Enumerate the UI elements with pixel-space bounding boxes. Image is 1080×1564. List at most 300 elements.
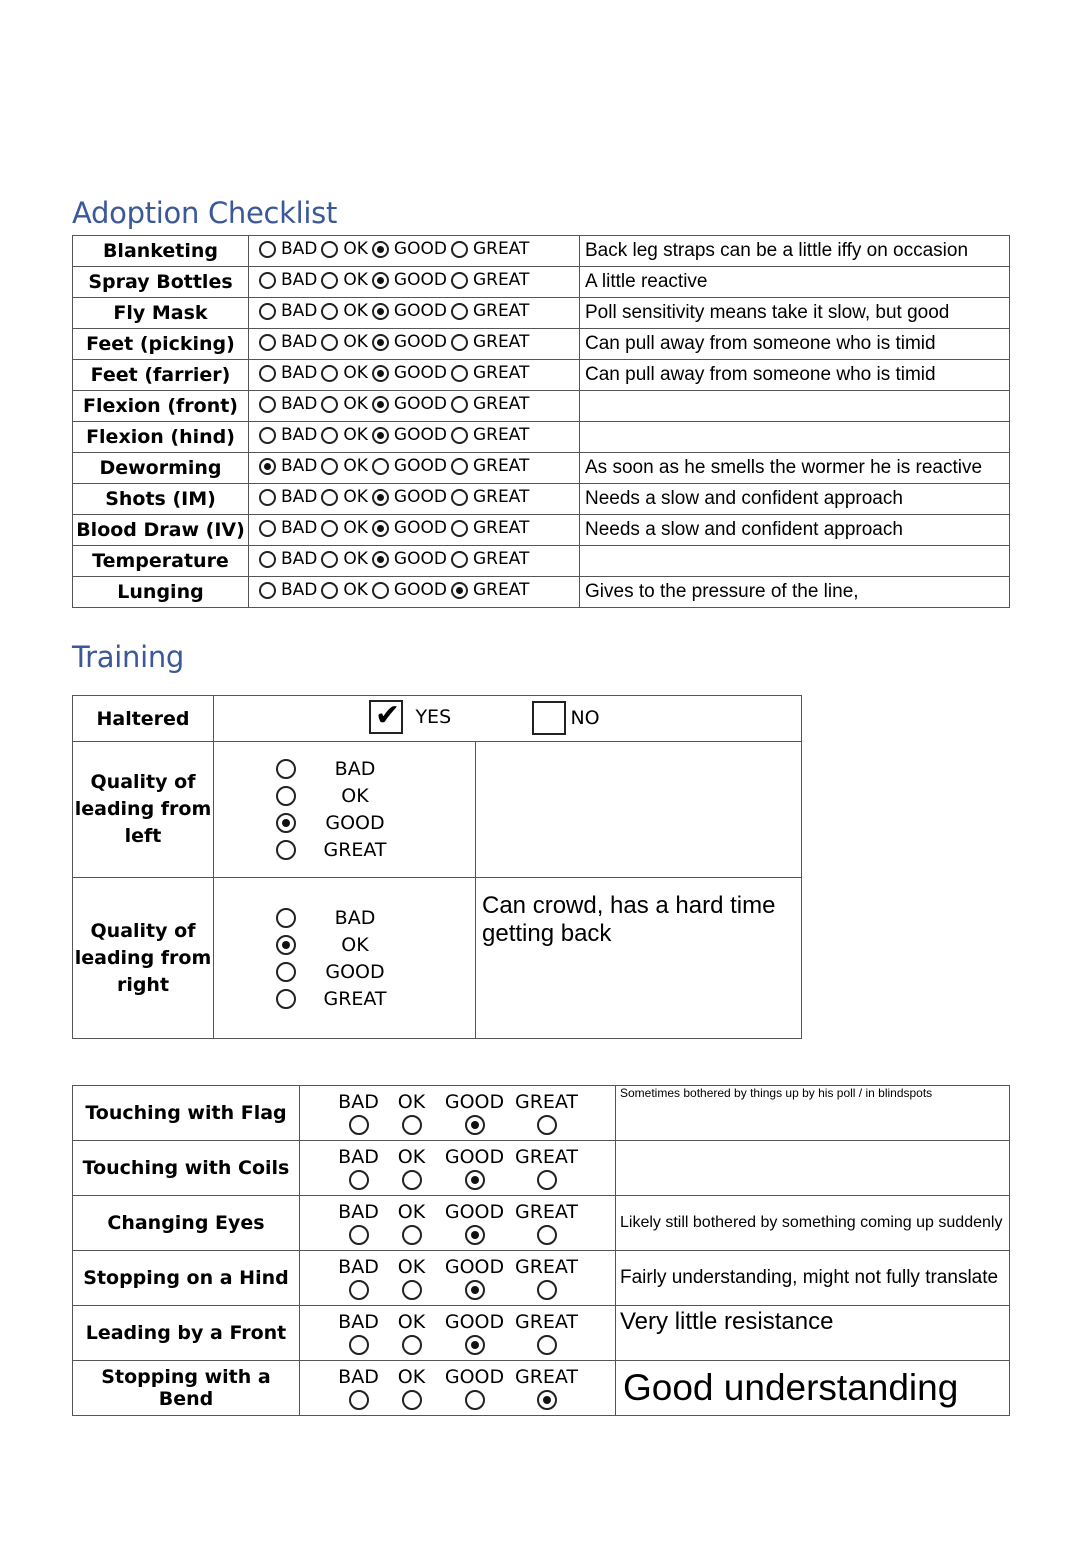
radio-button-great[interactable] <box>537 1280 557 1300</box>
radio-button[interactable] <box>451 272 468 289</box>
radio-label: GOOD <box>393 425 447 446</box>
radio-button-bad[interactable] <box>349 1115 369 1135</box>
handling-row-changing-eyes <box>73 1196 1010 1251</box>
radio-button-ok[interactable] <box>402 1170 422 1190</box>
radio-button-bad[interactable] <box>349 1280 369 1300</box>
row-note: Sometimes bothered by things up by his poll / in blindspots <box>616 1086 1010 1141</box>
radio-button[interactable] <box>321 551 338 568</box>
haltered-row <box>73 696 802 742</box>
training-table <box>72 695 802 1039</box>
rating-option-great <box>451 270 533 290</box>
adoption-checklist-table <box>72 235 1010 608</box>
radio-button[interactable] <box>372 241 389 258</box>
radio-button[interactable] <box>276 908 296 928</box>
row-label: Flexion (front) <box>73 391 249 422</box>
leading-left-row <box>73 742 802 878</box>
rating-option-bad <box>259 518 321 538</box>
radio-button[interactable] <box>321 272 338 289</box>
radio-label: OK <box>343 425 368 446</box>
rating-option-great <box>451 301 533 321</box>
radio-label: OK <box>343 332 368 353</box>
radio-button[interactable] <box>259 334 276 351</box>
radio-label: BAD <box>338 1256 379 1278</box>
radio-button[interactable] <box>451 396 468 413</box>
radio-button[interactable] <box>372 520 389 537</box>
radio-button-ok[interactable] <box>402 1225 422 1245</box>
rating-option-good <box>372 518 451 538</box>
radio-label: GOOD <box>444 1366 505 1388</box>
radio-label: OK <box>343 580 368 601</box>
row-note: Can pull away from someone who is timid <box>580 360 1010 391</box>
rating-group <box>249 515 580 546</box>
radio-label: OK <box>397 1366 426 1388</box>
radio-label: GOOD <box>393 518 447 539</box>
radio-label: GOOD <box>393 549 447 570</box>
rating-option-ok <box>276 935 475 955</box>
radio-button[interactable] <box>372 551 389 568</box>
radio-label: BAD <box>281 518 318 539</box>
radio-label: GOOD <box>393 332 447 353</box>
radio-button[interactable] <box>451 520 468 537</box>
adoption-row-temperature <box>73 546 1010 577</box>
radio-label: GREAT <box>514 1201 579 1223</box>
handling-row-leading-by-a-front <box>73 1306 1010 1361</box>
row-label: Touching with Flag <box>73 1086 300 1141</box>
handling-table <box>72 1085 1010 1416</box>
rating-option-ok <box>321 270 372 290</box>
radio-button[interactable] <box>451 489 468 506</box>
row-label: Deworming <box>73 453 249 484</box>
rating-group <box>249 484 580 515</box>
radio-label: OK <box>397 1146 426 1168</box>
handling-row-touching-with-flag <box>73 1086 1010 1141</box>
radio-button-ok[interactable] <box>402 1390 422 1410</box>
radio-button-bad[interactable] <box>349 1170 369 1190</box>
radio-label: BAD <box>334 758 376 780</box>
adoption-row-flexion-front <box>73 391 1010 422</box>
radio-label: OK <box>343 456 368 477</box>
radio-label: OK <box>343 239 368 260</box>
radio-button[interactable] <box>451 551 468 568</box>
radio-button[interactable] <box>276 786 296 806</box>
rating-option-bad <box>259 487 321 507</box>
radio-button-ok[interactable] <box>402 1280 422 1300</box>
rating-option-great <box>451 394 533 414</box>
rating-group <box>249 391 580 422</box>
rating-option-ok <box>321 456 372 476</box>
rating-option-bad <box>259 549 321 569</box>
row-label: Shots (IM) <box>73 484 249 515</box>
radio-label: GOOD <box>393 239 447 260</box>
radio-button[interactable] <box>259 427 276 444</box>
radio-button[interactable] <box>321 427 338 444</box>
radio-button-bad[interactable] <box>349 1390 369 1410</box>
radio-label: GOOD <box>393 487 447 508</box>
rating-option-good <box>372 239 451 259</box>
rating-option-great <box>451 239 533 259</box>
rating-option-ok <box>321 363 372 383</box>
radio-label: OK <box>343 394 368 415</box>
radio-label: OK <box>343 301 368 322</box>
rating-option-ok <box>321 239 372 259</box>
radio-button-good[interactable] <box>465 1280 485 1300</box>
radio-label: OK <box>397 1311 426 1333</box>
rating-option-ok <box>321 425 372 445</box>
rating-option-good <box>372 456 451 476</box>
radio-label: BAD <box>338 1146 379 1168</box>
rating-option-great <box>451 549 533 569</box>
row-label: Lunging <box>73 577 249 608</box>
radio-label: BAD <box>338 1366 379 1388</box>
radio-label: OK <box>343 270 368 291</box>
row-note <box>616 1141 1010 1196</box>
radio-button[interactable] <box>321 489 338 506</box>
radio-button[interactable] <box>321 520 338 537</box>
checkmark-icon: ✔ <box>375 698 401 733</box>
rating-group <box>249 267 580 298</box>
radio-label: BAD <box>281 487 318 508</box>
rating-option-bad <box>259 270 321 290</box>
radio-label: GOOD <box>393 394 447 415</box>
radio-button[interactable] <box>451 241 468 258</box>
radio-label: BAD <box>338 1201 379 1223</box>
radio-button[interactable] <box>276 759 296 779</box>
radio-button[interactable] <box>276 962 296 982</box>
row-label: Feet (picking) <box>73 329 249 360</box>
radio-label: GOOD <box>325 960 385 983</box>
haltered-no-option <box>532 701 600 735</box>
radio-label: GREAT <box>514 1256 579 1278</box>
row-label: Fly Mask <box>73 298 249 329</box>
radio-button[interactable] <box>372 272 389 289</box>
radio-label: OK <box>397 1091 426 1113</box>
leading-left-note <box>476 742 802 878</box>
radio-label: GOOD <box>393 301 447 322</box>
training-heading: Training <box>72 640 185 674</box>
rating-group <box>300 1361 616 1416</box>
row-label: Spray Bottles <box>73 267 249 298</box>
radio-label: GREAT <box>472 394 530 415</box>
row-note: Can pull away from someone who is timid <box>580 329 1010 360</box>
row-label: Leading by a Front <box>73 1306 300 1361</box>
radio-label: BAD <box>281 549 318 570</box>
radio-button[interactable] <box>451 427 468 444</box>
radio-label: OK <box>341 933 369 956</box>
row-note <box>580 391 1010 422</box>
radio-label: GREAT <box>514 1311 579 1333</box>
rating-group <box>249 298 580 329</box>
rating-option-bad <box>259 332 321 352</box>
radio-label: GOOD <box>444 1091 505 1113</box>
radio-label: OK <box>397 1256 426 1278</box>
radio-button[interactable] <box>276 989 296 1009</box>
radio-label: GREAT <box>323 839 387 861</box>
rating-option-bad <box>259 456 321 476</box>
radio-button[interactable] <box>372 303 389 320</box>
row-note: Gives to the pressure of the line, <box>580 577 1010 608</box>
radio-label: BAD <box>281 394 318 415</box>
adoption-row-spray-bottles <box>73 267 1010 298</box>
row-label: Temperature <box>73 546 249 577</box>
leading-right-row <box>73 878 802 1039</box>
radio-label: BAD <box>281 425 318 446</box>
rating-option-ok <box>321 301 372 321</box>
rating-option-good <box>276 962 475 982</box>
rating-group <box>249 453 580 484</box>
radio-button[interactable] <box>451 303 468 320</box>
radio-label: OK <box>343 549 368 570</box>
rating-option-good <box>372 580 451 600</box>
row-note: A little reactive <box>580 267 1010 298</box>
radio-button-great[interactable] <box>537 1115 557 1135</box>
rating-option-ok <box>321 580 372 600</box>
rating-option-great <box>451 332 533 352</box>
adoption-row-flexion-hind <box>73 422 1010 453</box>
haltered-yes-option <box>369 700 451 734</box>
rating-group <box>300 1251 616 1306</box>
radio-label: GOOD <box>393 456 447 477</box>
radio-button[interactable] <box>321 582 338 599</box>
radio-button[interactable] <box>372 334 389 351</box>
radio-label: GREAT <box>472 518 530 539</box>
rating-option-bad <box>259 301 321 321</box>
radio-label: GOOD <box>393 270 447 291</box>
rating-option-great <box>276 840 475 860</box>
radio-label: OK <box>343 518 368 539</box>
row-note: Very little resistance <box>616 1306 1010 1361</box>
rating-option-great <box>451 425 533 445</box>
radio-button-ok[interactable] <box>402 1335 422 1355</box>
radio-button-bad[interactable] <box>349 1225 369 1245</box>
radio-button[interactable] <box>321 458 338 475</box>
row-note: Back leg straps can be a little iffy on occasion <box>580 236 1010 267</box>
radio-label: BAD <box>334 906 376 929</box>
adoption-row-feet-farrier <box>73 360 1010 391</box>
rating-option-bad <box>259 363 321 383</box>
radio-button-great[interactable] <box>537 1225 557 1245</box>
radio-button[interactable] <box>372 365 389 382</box>
radio-button[interactable] <box>259 520 276 537</box>
handling-row-touching-with-coils <box>73 1141 1010 1196</box>
row-label: Blood Draw (IV) <box>73 515 249 546</box>
rating-option-great <box>451 580 533 600</box>
radio-button[interactable] <box>372 489 389 506</box>
radio-button-good[interactable] <box>465 1390 485 1410</box>
row-note: Likely still bothered by something coming up suddenly <box>616 1196 1010 1251</box>
row-note: Good understanding <box>616 1361 1010 1416</box>
radio-button[interactable] <box>259 458 276 475</box>
rating-option-bad <box>276 908 475 928</box>
rating-group <box>249 577 580 608</box>
radio-button-good[interactable] <box>465 1170 485 1190</box>
radio-button[interactable] <box>259 396 276 413</box>
rating-option-good <box>372 549 451 569</box>
row-label: Changing Eyes <box>73 1196 300 1251</box>
radio-label: GREAT <box>472 549 530 570</box>
radio-label: BAD <box>281 301 318 322</box>
rating-option-great <box>451 518 533 538</box>
radio-button[interactable] <box>321 334 338 351</box>
radio-button[interactable] <box>321 241 338 258</box>
radio-label: GOOD <box>444 1201 505 1223</box>
radio-button-great[interactable] <box>537 1390 557 1410</box>
rating-option-bad <box>259 239 321 259</box>
rating-option-good <box>372 363 451 383</box>
row-note: As soon as he smells the wormer he is reactive <box>580 453 1010 484</box>
radio-button-good[interactable] <box>465 1225 485 1245</box>
rating-option-ok <box>321 332 372 352</box>
radio-label: OK <box>343 363 368 384</box>
radio-label: OK <box>397 1201 426 1223</box>
radio-button[interactable] <box>276 935 296 955</box>
radio-label: GREAT <box>472 301 530 322</box>
row-note <box>580 422 1010 453</box>
radio-button[interactable] <box>451 582 468 599</box>
radio-label: BAD <box>338 1311 379 1333</box>
radio-button[interactable] <box>321 365 338 382</box>
radio-button[interactable] <box>259 489 276 506</box>
radio-label: GREAT <box>472 363 530 384</box>
radio-button[interactable] <box>372 582 389 599</box>
row-label: Touching with Coils <box>73 1141 300 1196</box>
radio-label: GREAT <box>472 332 530 353</box>
leading-left-label: Quality of leading from left <box>73 742 214 878</box>
adoption-row-deworming <box>73 453 1010 484</box>
radio-button[interactable] <box>372 458 389 475</box>
haltered-no-label: NO <box>570 707 600 729</box>
radio-button-good[interactable] <box>465 1335 485 1355</box>
rating-option-great <box>451 363 533 383</box>
row-note <box>580 546 1010 577</box>
rating-option-ok <box>276 786 475 806</box>
row-note: Fairly understanding, might not fully translate <box>616 1251 1010 1306</box>
adoption-row-fly-mask <box>73 298 1010 329</box>
radio-label: GOOD <box>444 1146 505 1168</box>
rating-group <box>249 360 580 391</box>
radio-button-ok[interactable] <box>402 1115 422 1135</box>
rating-group <box>249 546 580 577</box>
rating-group <box>300 1086 616 1141</box>
radio-label: GREAT <box>472 580 530 601</box>
adoption-row-blood-draw-iv <box>73 515 1010 546</box>
radio-label: BAD <box>281 239 318 260</box>
leading-left-rating <box>214 742 476 878</box>
rating-option-good <box>372 301 451 321</box>
haltered-yes-checkbox[interactable] <box>369 700 403 734</box>
rating-group <box>249 422 580 453</box>
row-note: Needs a slow and confident approach <box>580 515 1010 546</box>
rating-option-ok <box>321 394 372 414</box>
radio-button[interactable] <box>276 813 296 833</box>
haltered-no-checkbox[interactable] <box>532 701 566 735</box>
rating-group <box>300 1141 616 1196</box>
rating-option-good <box>276 813 475 833</box>
radio-button[interactable] <box>372 427 389 444</box>
rating-option-ok <box>321 518 372 538</box>
handling-row-stopping-with-a-bend <box>73 1361 1010 1416</box>
radio-button[interactable] <box>259 582 276 599</box>
radio-label: GREAT <box>472 239 530 260</box>
radio-label: GREAT <box>514 1091 579 1113</box>
rating-option-bad <box>276 759 475 779</box>
rating-option-great <box>451 487 533 507</box>
radio-button[interactable] <box>372 396 389 413</box>
radio-button[interactable] <box>451 334 468 351</box>
radio-button[interactable] <box>259 551 276 568</box>
radio-label: GREAT <box>514 1366 579 1388</box>
handling-row-stopping-on-a-hind <box>73 1251 1010 1306</box>
leading-right-rating <box>214 878 476 1039</box>
rating-option-good <box>372 425 451 445</box>
rating-option-bad <box>259 394 321 414</box>
adoption-checklist-heading: Adoption Checklist <box>72 196 338 230</box>
leading-right-label: Quality of leading from right <box>73 878 214 1039</box>
rating-group <box>249 329 580 360</box>
radio-label: GREAT <box>472 270 530 291</box>
radio-label: GOOD <box>444 1311 505 1333</box>
radio-button-great[interactable] <box>537 1170 557 1190</box>
radio-button[interactable] <box>321 303 338 320</box>
radio-label: BAD <box>281 580 318 601</box>
row-label: Stopping with a Bend <box>73 1361 300 1416</box>
rating-option-ok <box>321 487 372 507</box>
radio-label: GREAT <box>472 456 530 477</box>
row-label: Feet (farrier) <box>73 360 249 391</box>
rating-option-good <box>372 270 451 290</box>
radio-button-great[interactable] <box>537 1335 557 1355</box>
rating-option-bad <box>259 580 321 600</box>
rating-option-great <box>276 989 475 1009</box>
radio-label: GOOD <box>444 1256 505 1278</box>
radio-label: BAD <box>338 1091 379 1113</box>
radio-button[interactable] <box>276 840 296 860</box>
radio-label: GREAT <box>323 987 387 1010</box>
radio-button-good[interactable] <box>465 1115 485 1135</box>
radio-button[interactable] <box>259 365 276 382</box>
rating-option-ok <box>321 549 372 569</box>
radio-label: BAD <box>281 332 318 353</box>
radio-label: BAD <box>281 270 318 291</box>
adoption-row-feet-picking <box>73 329 1010 360</box>
radio-label: GOOD <box>325 812 385 834</box>
radio-label: BAD <box>281 363 318 384</box>
row-label: Stopping on a Hind <box>73 1251 300 1306</box>
rating-option-bad <box>259 425 321 445</box>
leading-right-note: Can crowd, has a hard time getting back <box>476 878 802 1039</box>
radio-label: OK <box>341 785 369 807</box>
haltered-yes-label: YES <box>415 706 452 728</box>
rating-option-good <box>372 332 451 352</box>
adoption-row-shots-im <box>73 484 1010 515</box>
row-note: Poll sensitivity means take it slow, but good <box>580 298 1010 329</box>
radio-button[interactable] <box>451 458 468 475</box>
rating-option-good <box>372 487 451 507</box>
radio-button[interactable] <box>451 365 468 382</box>
radio-button[interactable] <box>259 241 276 258</box>
haltered-label: Haltered <box>73 696 214 742</box>
row-note: Needs a slow and confident approach <box>580 484 1010 515</box>
rating-option-great <box>451 456 533 476</box>
radio-button-bad[interactable] <box>349 1335 369 1355</box>
radio-button[interactable] <box>259 272 276 289</box>
radio-label: GREAT <box>514 1146 579 1168</box>
radio-button[interactable] <box>259 303 276 320</box>
rating-group <box>300 1306 616 1361</box>
row-label: Flexion (hind) <box>73 422 249 453</box>
rating-option-good <box>372 394 451 414</box>
row-label: Blanketing <box>73 236 249 267</box>
radio-button[interactable] <box>321 396 338 413</box>
